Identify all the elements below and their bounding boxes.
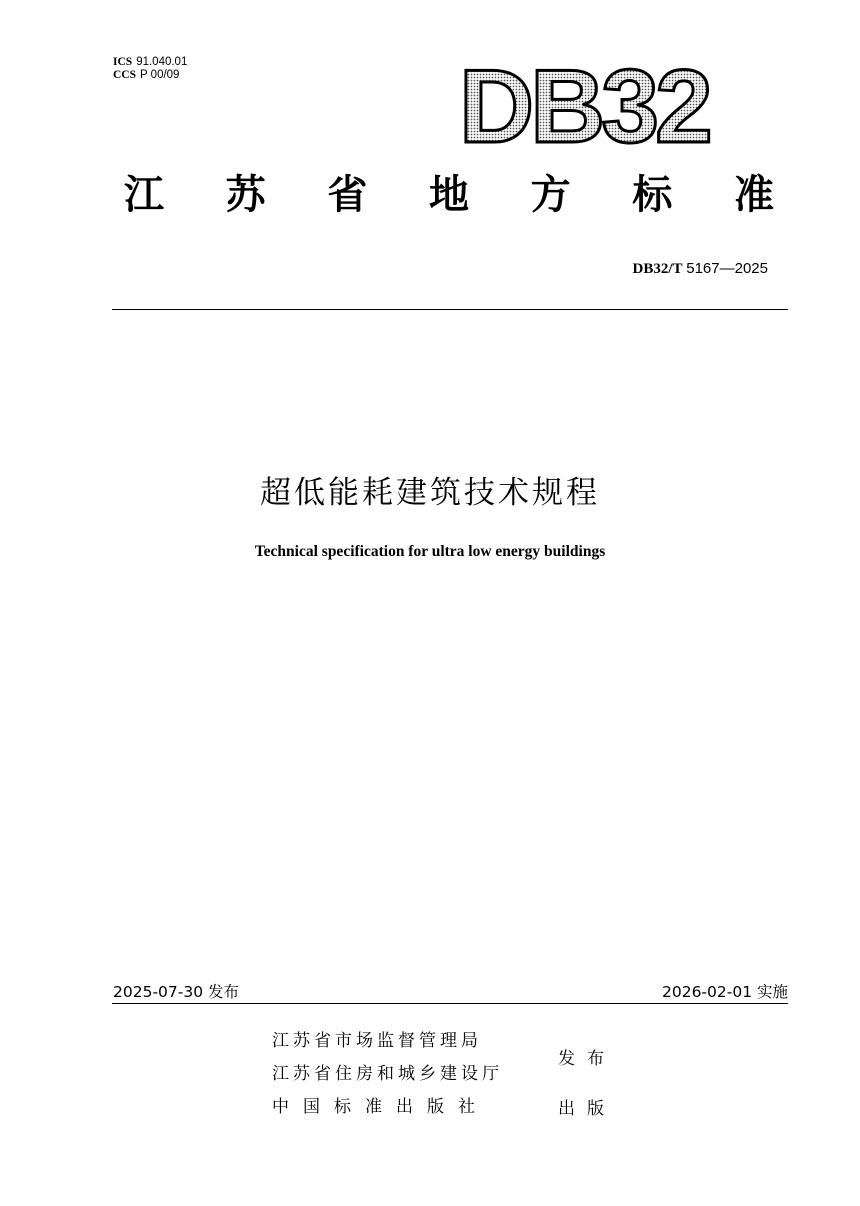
ccs-value: P 00/09 [140,69,180,81]
title-chinese: 超低能耗建筑技术规程 [260,475,600,511]
db32-logo [455,58,735,153]
standard-number-rest: 5167—2025 [686,260,768,277]
standard-number [632,260,768,278]
ccs-label: CCS [113,69,137,81]
standard-type-char: 省 [327,172,368,218]
standard-number-prefix: DB32/T [632,261,683,277]
standard-type-char: 准 [734,172,774,218]
ics-label: ICS [113,56,133,68]
standard-type-char: 江 [124,172,164,218]
issue-date: 2025-07-30 发布 [113,983,240,1001]
standard-type-char: 方 [530,172,571,218]
publisher: 中国标准出版社 [272,1097,489,1117]
title-english: Technical specification for ultra low energy buildings [254,543,606,560]
issuer-role: 发布 [558,1049,616,1069]
standard-type [0,165,860,225]
ics-value: 91.040.01 [136,56,188,68]
logo-text: DB32 [459,58,709,153]
bottom-rule [112,1003,788,1004]
classification-codes [113,56,187,82]
issuer-1: 江苏省市场监督管理局 [272,1031,482,1051]
standard-type-char: 地 [429,172,469,218]
ccs-code [113,69,187,82]
implementation-date: 2026-02-01 实施 [661,983,788,1001]
publisher-role: 出版 [558,1099,616,1119]
top-rule [112,309,788,310]
ics-code [113,56,187,69]
issuer-2: 江苏省住房和城乡建设厅 [272,1064,503,1084]
standard-type-char: 苏 [225,172,266,218]
organizations [272,1025,503,1124]
standard-type-char: 标 [632,172,673,218]
